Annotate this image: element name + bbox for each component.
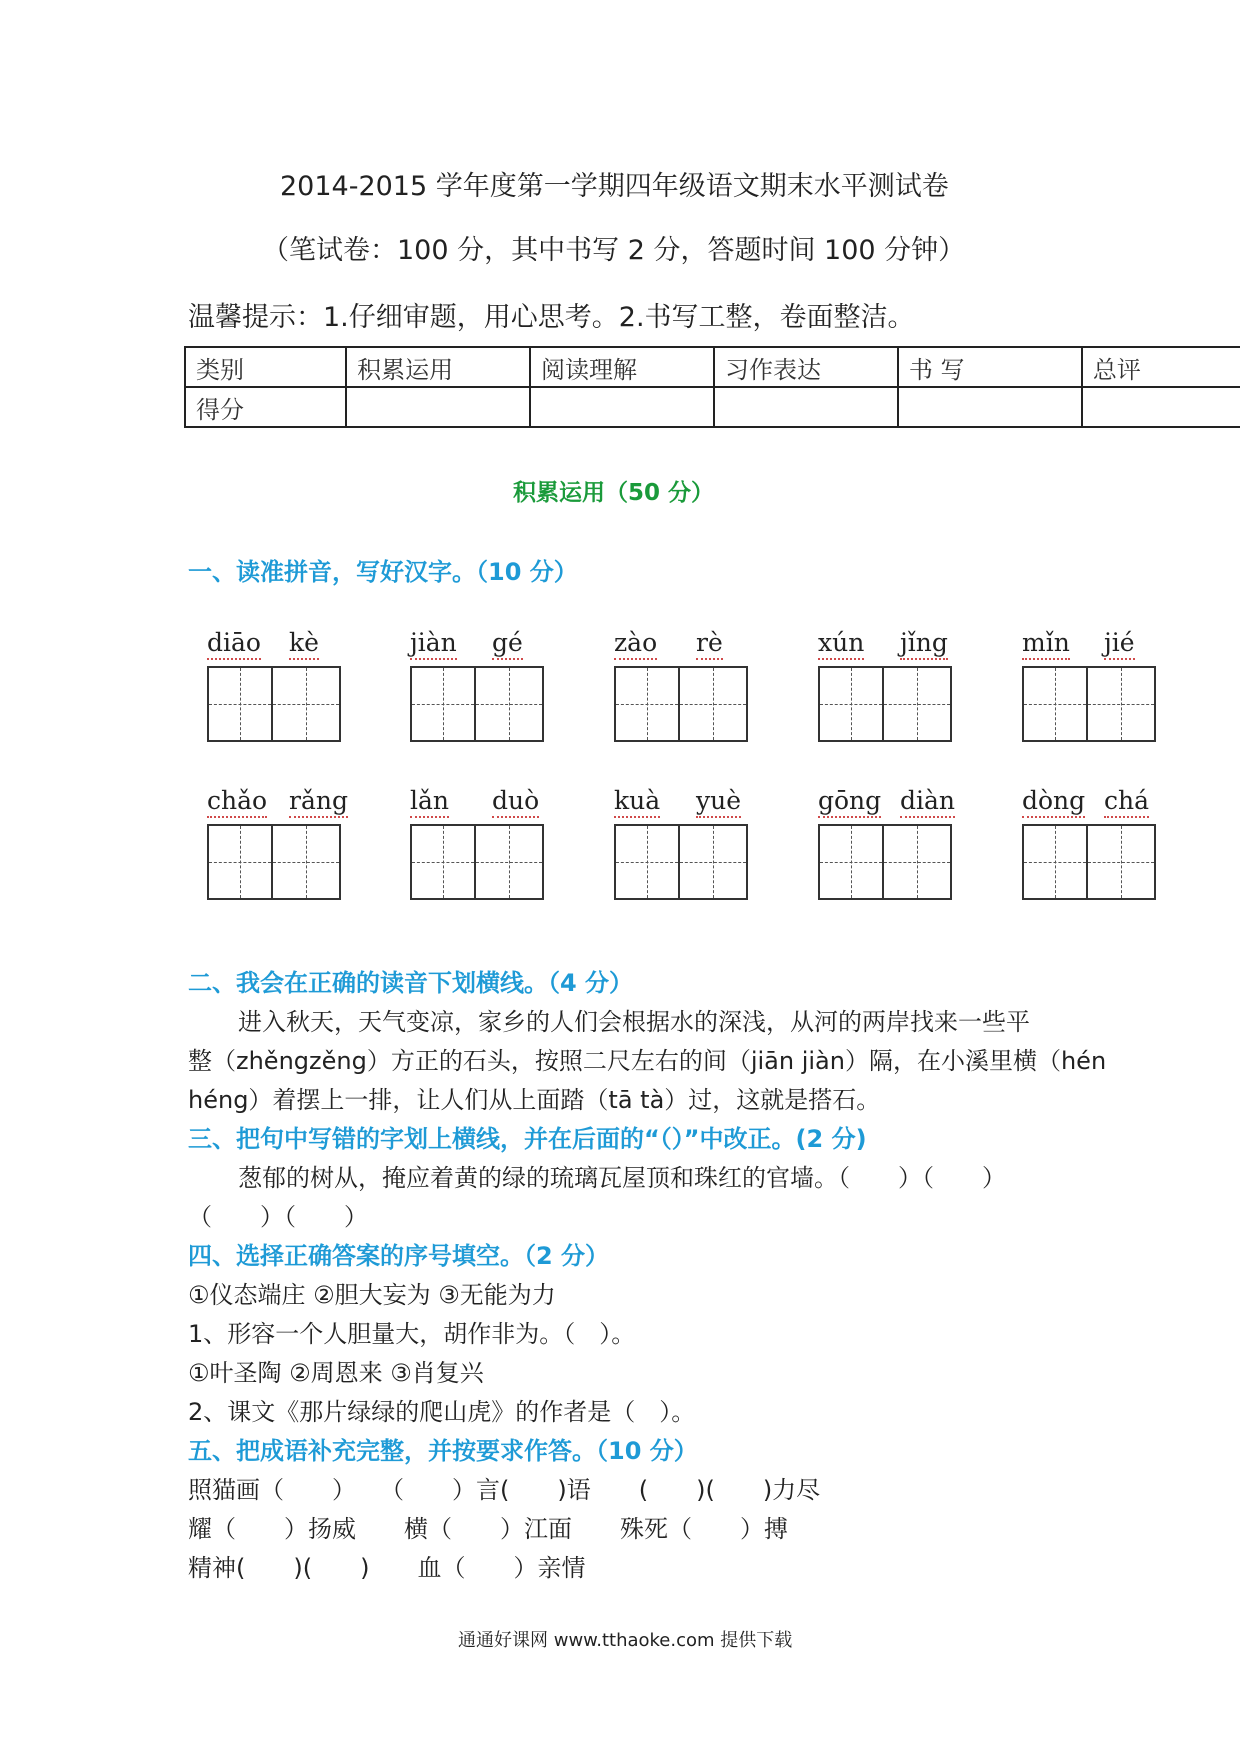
answer-blanks[interactable]: （ ）（ ） [188,1203,368,1231]
score-table [184,346,1240,428]
options-line: ①仪态端庄 ②胆大妄为 ③无能为力 [188,1281,556,1309]
pinyin-label: jǐng [900,628,948,660]
pinyin-label: yuè [696,786,741,818]
score-table-row [185,387,1240,427]
pinyin-label: jiàn [410,628,457,660]
pinyin-grid[interactable] [614,786,752,922]
question-2-title: 二、我会在正确的读音下划横线。（4 分） [188,969,634,997]
writing-boxes[interactable] [614,666,748,742]
score-input-cell[interactable] [530,387,714,427]
pinyin-label: chǎo [207,786,267,818]
pinyin-label: mǐn [1022,628,1070,660]
writing-box[interactable] [273,666,341,742]
question-4-title: 四、选择正确答案的序号填空。（2 分） [188,1242,610,1270]
writing-box[interactable] [1022,666,1088,742]
writing-box[interactable] [476,824,544,900]
score-table-header-row [185,347,1240,387]
pinyin-label: dòng [1022,786,1085,818]
tip-text: 温馨提示：1.仔细审题，用心思考。2.书写工整，卷面整洁。 [188,302,915,333]
writing-box[interactable] [884,824,952,900]
table-cell: 得分 [185,387,346,427]
writing-boxes[interactable] [614,824,748,900]
question-3-title: 三、把句中写错的字划上横线，并在后面的“（）”中改正。(2 分) [188,1125,867,1153]
writing-boxes[interactable] [818,666,952,742]
writing-box[interactable] [818,666,884,742]
writing-box[interactable] [1088,824,1156,900]
table-cell: 总评 [1082,347,1240,387]
section-title: 积累运用（50 分） [513,480,715,506]
pinyin-label: rǎng [289,786,348,818]
table-cell: 书 写 [898,347,1082,387]
pinyin-grid[interactable] [818,628,956,764]
pinyin-grid[interactable] [410,628,548,764]
writing-box[interactable] [818,824,884,900]
writing-box[interactable] [614,824,680,900]
writing-boxes[interactable] [1022,666,1156,742]
idiom-line[interactable]: 精神( )( ) 血（ ）亲情 [188,1554,586,1582]
question-5-title: 五、把成语补充完整，并按要求作答。（10 分） [188,1437,698,1465]
writing-box[interactable] [207,824,273,900]
score-input-cell[interactable] [1082,387,1240,427]
pinyin-label: xún [818,628,864,660]
pinyin-label: lǎn [410,786,449,818]
passage-line: 进入秋天，天气变凉，家乡的人们会根据水的深浅，从河的两岸找来一些平 [238,1008,1030,1036]
footer-source: 通通好课网 www.tthaoke.com 提供下载 [458,1630,793,1651]
pinyin-grid[interactable] [1022,628,1160,764]
pinyin-grid[interactable] [818,786,956,922]
table-cell: 习作表达 [714,347,898,387]
writing-box[interactable] [1088,666,1156,742]
writing-box[interactable] [1022,824,1088,900]
pinyin-label: kuà [614,786,660,818]
question-line[interactable]: 1、形容一个人胆量大，胡作非为。（ ）。 [188,1320,636,1348]
pinyin-label: rè [696,628,723,660]
pinyin-label: gé [492,628,523,660]
score-input-cell[interactable] [714,387,898,427]
writing-boxes[interactable] [410,666,544,742]
table-cell: 类别 [185,347,346,387]
writing-box[interactable] [884,666,952,742]
idiom-line[interactable]: 耀（ ）扬威 横（ ）江面 殊死（ ）搏 [188,1515,788,1543]
writing-box[interactable] [680,824,748,900]
pinyin-label: zào [614,628,657,660]
writing-box[interactable] [614,666,680,742]
writing-box[interactable] [410,666,476,742]
pinyin-grid[interactable] [410,786,548,922]
score-input-cell[interactable] [898,387,1082,427]
passage-line: 整（zhěngzěng）方正的石头，按照二尺左右的间（jiān jiàn）隔，在小溪里横（hén [188,1047,1107,1075]
writing-boxes[interactable] [207,666,341,742]
question-line[interactable]: 2、课文《那片绿绿的爬山虎》的作者是（ ）。 [188,1398,696,1426]
pinyin-label: diāo [207,628,261,660]
pinyin-label: chá [1104,786,1149,818]
pinyin-grid[interactable] [1022,786,1160,922]
writing-box[interactable] [680,666,748,742]
writing-boxes[interactable] [818,824,952,900]
pinyin-grid[interactable] [207,628,345,764]
pinyin-label: duò [492,786,539,818]
pinyin-label: gōng [818,786,881,818]
options-line: ①叶圣陶 ②周恩来 ③肖复兴 [188,1359,484,1387]
score-input-cell[interactable] [346,387,530,427]
pinyin-label: kè [289,628,319,660]
idiom-line[interactable]: 照猫画（ ） （ ）言( )语 ( )( )力尽 [188,1476,821,1504]
writing-box[interactable] [273,824,341,900]
passage-line: héng）着摆上一排，让人们从上面踏（tā tà）过，这就是搭石。 [188,1086,881,1114]
writing-boxes[interactable] [207,824,341,900]
table-cell: 阅读理解 [530,347,714,387]
writing-box[interactable] [476,666,544,742]
writing-boxes[interactable] [410,824,544,900]
pinyin-label: diàn [900,786,955,818]
question-1-title: 一、读准拼音，写好汉字。（10 分） [188,558,578,586]
writing-box[interactable] [410,824,476,900]
table-cell: 积累运用 [346,347,530,387]
sentence-line: 葱郁的树从，掩应着黄的绿的琉璃瓦屋顶和珠红的官墙。（ ）（ ） [238,1164,1006,1192]
exam-info: （笔试卷：100 分，其中书写 2 分，答题时间 100 分钟） [262,235,966,266]
pinyin-grid[interactable] [614,628,752,764]
page-title: 2014-2015 学年度第一学期四年级语文期末水平测试卷 [280,171,949,202]
pinyin-label: jié [1104,628,1135,660]
pinyin-grid[interactable] [207,786,348,922]
writing-boxes[interactable] [1022,824,1156,900]
writing-box[interactable] [207,666,273,742]
